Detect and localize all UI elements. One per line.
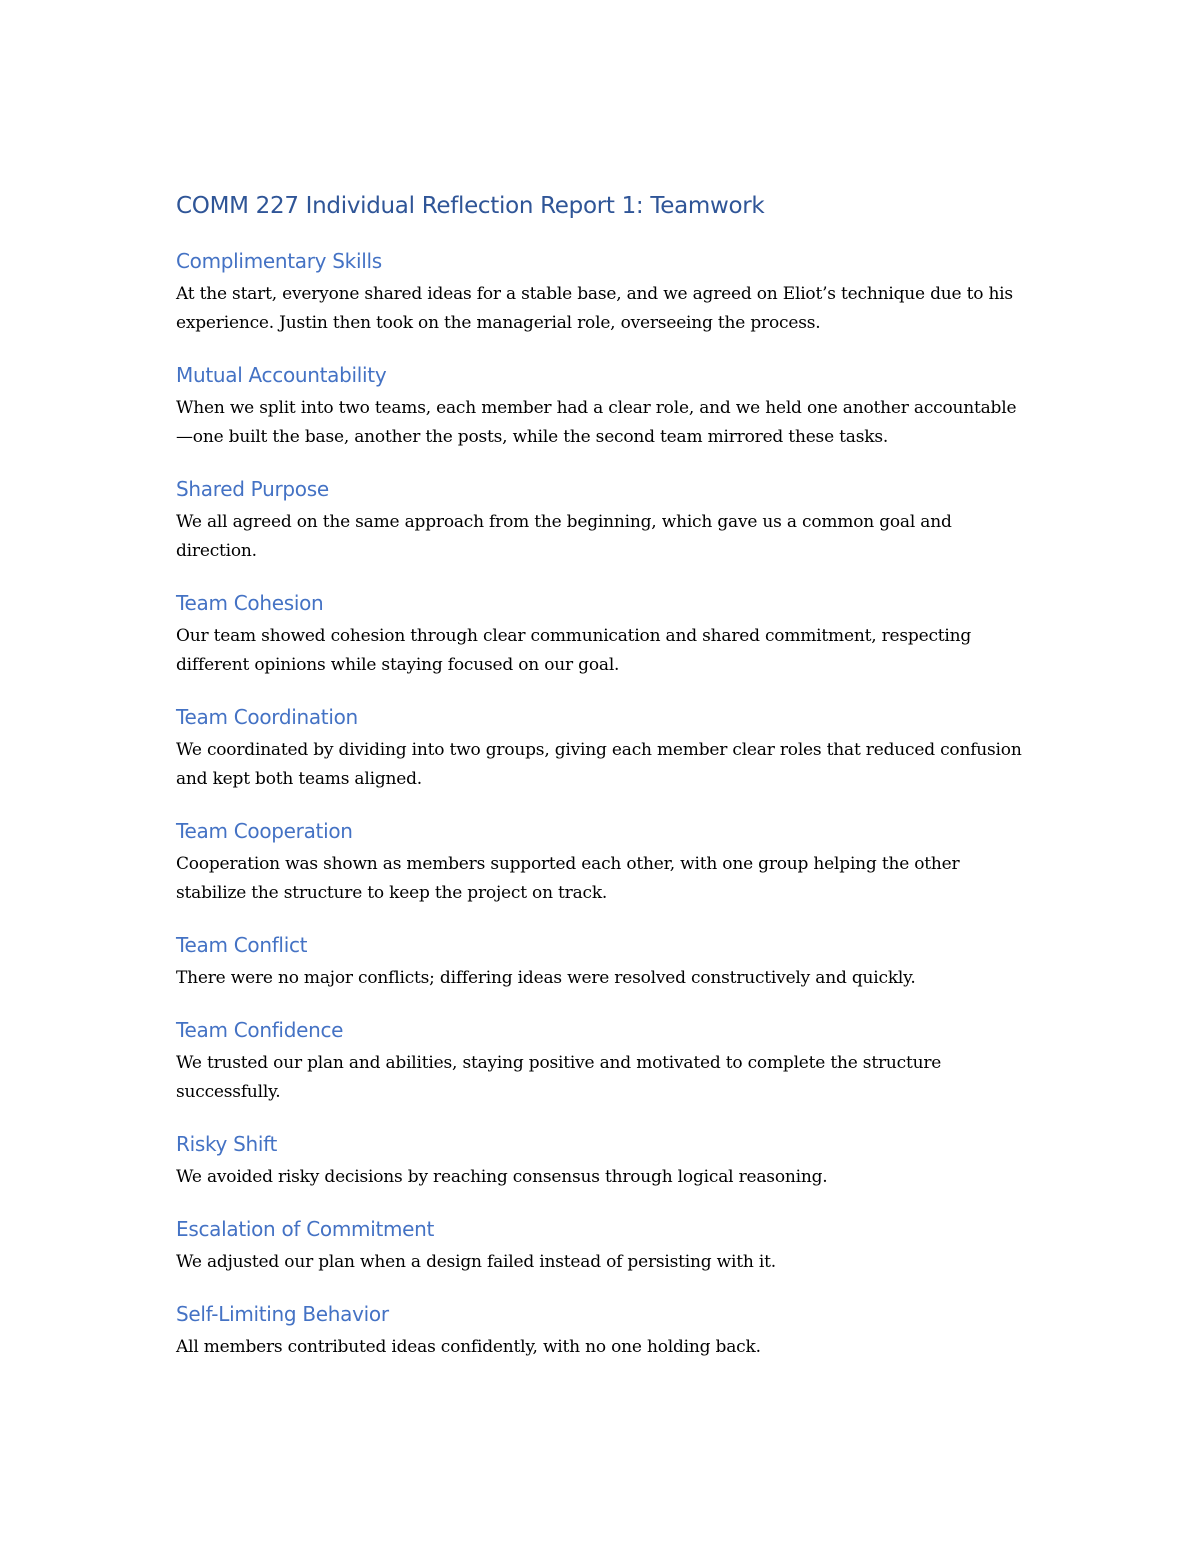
section-heading: Team Confidence bbox=[176, 1018, 344, 1042]
section-body: When we split into two teams, each member had a clear role, and we held one another accountable—one built the base, another the posts, while the second team mirrored these tasks. bbox=[176, 398, 1017, 447]
section-body: We trusted our plan and abilities, staying positive and motivated to complete the structure successfully. bbox=[176, 1053, 942, 1102]
section-team-cooperation bbox=[176, 816, 1026, 908]
section-body: Our team showed cohesion through clear communication and shared commitment, respecting different opinions while staying focused on our goal. bbox=[176, 626, 972, 675]
section-body: We adjusted our plan when a design failed instead of persisting with it. bbox=[176, 1252, 776, 1272]
section-heading: Self-Limiting Behavior bbox=[176, 1302, 389, 1326]
section-heading: Team Conflict bbox=[176, 933, 308, 957]
section-team-cohesion bbox=[176, 588, 1026, 680]
section-team-conflict bbox=[176, 930, 1026, 993]
section-body: We all agreed on the same approach from the beginning, which gave us a common goal and direction. bbox=[176, 512, 952, 561]
document-title: COMM 227 Individual Reflection Report 1: Teamwork bbox=[176, 193, 765, 219]
section-heading: Escalation of Commitment bbox=[176, 1217, 435, 1241]
section-heading: Mutual Accountability bbox=[176, 363, 387, 387]
section-body: We avoided risky decisions by reaching consensus through logical reasoning. bbox=[176, 1167, 828, 1187]
section-body: All members contributed ideas confidently, with no one holding back. bbox=[176, 1337, 761, 1357]
section-body: There were no major conflicts; differing ideas were resolved constructively and quickly. bbox=[176, 968, 916, 988]
section-team-confidence bbox=[176, 1015, 1026, 1107]
section-risky-shift bbox=[176, 1129, 1026, 1192]
section-heading: Risky Shift bbox=[176, 1132, 278, 1156]
section-team-coordination bbox=[176, 702, 1026, 794]
section-body: Cooperation was shown as members supported each other, with one group helping the other stabilize the structure to keep the project on track. bbox=[176, 854, 960, 903]
section-heading: Complimentary Skills bbox=[176, 249, 382, 273]
section-complimentary-skills bbox=[176, 246, 1026, 338]
section-body: We coordinated by dividing into two groups, giving each member clear roles that reduced confusion and kept both teams aligned. bbox=[176, 740, 1022, 789]
section-escalation-of-commitment bbox=[176, 1214, 1026, 1277]
section-self-limiting-behavior bbox=[176, 1299, 1026, 1362]
section-heading: Shared Purpose bbox=[176, 477, 329, 501]
section-heading: Team Coordination bbox=[176, 705, 358, 729]
section-mutual-accountability bbox=[176, 360, 1026, 452]
section-shared-purpose bbox=[176, 474, 1026, 566]
document-page bbox=[176, 190, 1026, 1384]
section-body: At the start, everyone shared ideas for a stable base, and we agreed on Eliot’s technique due to his experience. Justin then took on the managerial role, overseeing the process. bbox=[176, 284, 1013, 333]
section-heading: Team Cooperation bbox=[176, 819, 353, 843]
section-heading: Team Cohesion bbox=[176, 591, 324, 615]
